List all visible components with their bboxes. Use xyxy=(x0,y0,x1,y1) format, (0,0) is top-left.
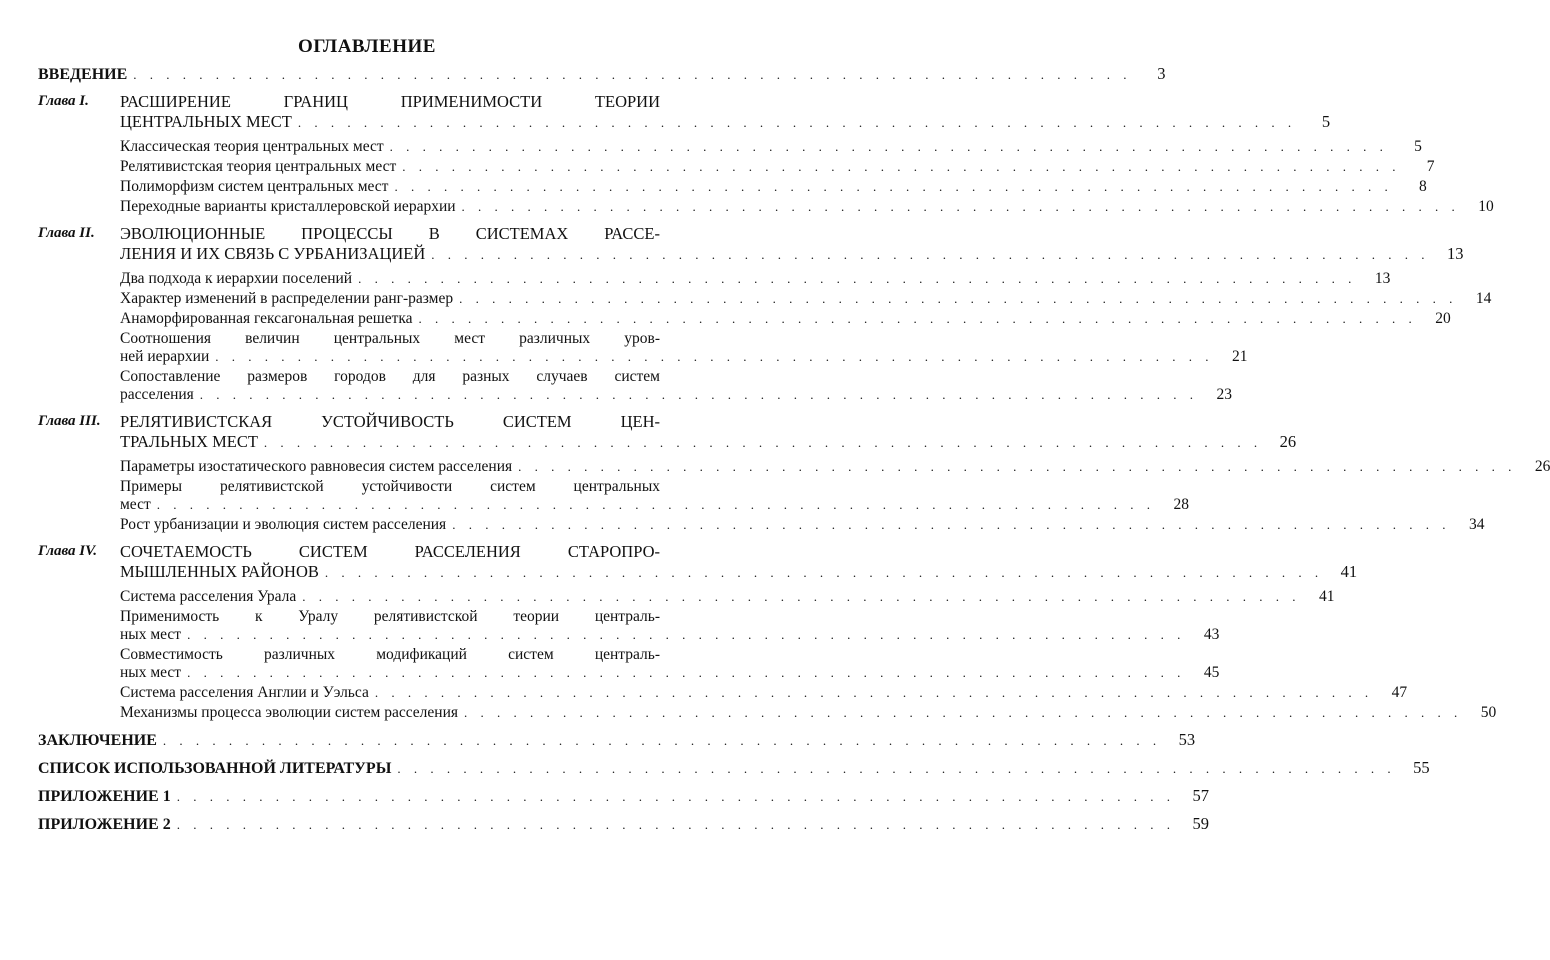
page-number: 34 xyxy=(1468,516,1485,533)
leader-dots: . . . . . . . . . . . . . . . . . . . . . . . . . . . . . . . . . . . . . . . . . . . . . . . . . . . . . . . . . . . . . xyxy=(464,705,1463,720)
entry-title: ных мест xyxy=(120,626,182,643)
page-number: 14 xyxy=(1475,290,1492,307)
toc-section-entry[interactable] xyxy=(38,178,1427,196)
entry-title: Полиморфизм систем центральных мест xyxy=(120,178,389,195)
leader-dots: . . . . . . . . . . . . . . . . . . . . . . . . . . . . . . . . . . . . . . . . . . . . . . . . . . . . . . . . . . . . . xyxy=(156,497,1155,512)
entry-title-line2[interactable] xyxy=(120,386,1233,404)
toc-section-entry[interactable] xyxy=(38,478,1189,514)
entry-title-line1: Соотношения величин центральных мест различных уров- xyxy=(120,330,660,347)
entry-title: ных мест xyxy=(120,664,182,681)
page-number: 53 xyxy=(1178,730,1196,749)
entry-title: Параметры изостатического равновесия систем расселения xyxy=(120,458,513,475)
leader-dots: . . . . . . . . . . . . . . . . . . . . . . . . . . . . . . . . . . . . . . . . . . . . . . . . . . . . . . . . . . . . . xyxy=(215,349,1214,364)
page-number: 28 xyxy=(1173,496,1189,513)
chapter-heading-line1: СОЧЕТАЕМОСТЬ СИСТЕМ РАССЕЛЕНИЯ СТАРОПРО- xyxy=(120,542,660,561)
leader-dots: . . . . . . . . . . . . . . . . . . . . . . . . . . . . . . . . . . . . . . . . . . . . . . . . . . . . . . . . . . . . . xyxy=(187,627,1186,642)
entry-title-line1: Примеры релятивистской устойчивости систем центральных xyxy=(120,478,660,495)
entry-title-line2[interactable] xyxy=(120,348,1248,366)
entry-title: расселения xyxy=(120,386,194,403)
chapter-heading-line2[interactable] xyxy=(120,112,1331,132)
chapter-label: Глава I. xyxy=(38,93,89,109)
page-number: 3 xyxy=(1157,64,1166,83)
entry-title: СПИСОК ИСПОЛЬЗОВАННОЙ ЛИТЕРАТУРЫ xyxy=(38,760,392,777)
leader-dots: . . . . . . . . . . . . . . . . . . . . . . . . . . . . . . . . . . . . . . . . . . . . . . . . . . . . . . . . . . . . . xyxy=(397,761,1396,776)
page-number: 45 xyxy=(1203,664,1220,681)
entry-title: ВВЕДЕНИЕ xyxy=(38,66,128,83)
page-number: 50 xyxy=(1480,704,1497,721)
toc-entry-end[interactable] xyxy=(38,758,1430,778)
chapter-heading[interactable] xyxy=(38,224,1464,264)
entry-title: Классическая теория центральных мест xyxy=(120,138,384,155)
page-number: 41 xyxy=(1340,562,1358,581)
entry-title: Релятивистская теория центральных мест xyxy=(120,158,397,175)
entry-title: Характер изменений в распределении ранг-размер xyxy=(120,290,454,307)
entry-title: ней иерархии xyxy=(120,348,210,365)
entry-title: Система расселения Урала xyxy=(120,588,297,605)
leader-dots: . . . . . . . . . . . . . . . . . . . . . . . . . . . . . . . . . . . . . . . . . . . . . . . . . . . . . . . . . . . . . xyxy=(452,517,1451,532)
entry-title: ЛЕНИЯ И ИХ СВЯЗЬ С УРБАНИЗАЦИЕЙ xyxy=(120,244,426,263)
table-of-contents xyxy=(38,62,1550,834)
entry-title: Система расселения Англии и Уэльса xyxy=(120,684,369,701)
leader-dots: . . . . . . . . . . . . . . . . . . . . . . . . . . . . . . . . . . . . . . . . . . . . . . . . . . . . . . . . . . . . . xyxy=(389,139,1388,154)
entry-title: Анаморфированная гексагональная решетка xyxy=(120,310,413,327)
toc-section-entry[interactable] xyxy=(38,310,1451,328)
toc-section-entry[interactable] xyxy=(38,290,1492,308)
page-number: 20 xyxy=(1435,310,1451,327)
entry-title: ТРАЛЬНЫХ МЕСТ xyxy=(120,432,258,451)
chapter-heading[interactable] xyxy=(38,412,1297,452)
leader-dots: . . . . . . . . . . . . . . . . . . . . . . . . . . . . . . . . . . . . . . . . . . . . . . . . . . . . . . . . . . . . . xyxy=(394,179,1393,194)
entry-title: ПРИЛОЖЕНИЕ 2 xyxy=(38,816,171,833)
entry-title: Два подхода к иерархии поселений xyxy=(120,270,353,287)
page-number: 26 xyxy=(1279,432,1297,451)
leader-dots: . . . . . . . . . . . . . . . . . . . . . . . . . . . . . . . . . . . . . . . . . . . . . . . . . . . . . . . . . . . . . xyxy=(199,387,1199,402)
toc-section-entry[interactable] xyxy=(38,330,1248,366)
toc-section-entry[interactable] xyxy=(38,138,1422,156)
toc-section-entry[interactable] xyxy=(38,588,1335,606)
chapter-label: Глава IV. xyxy=(38,543,97,559)
entry-title: ЗАКЛЮЧЕНИЕ xyxy=(38,732,157,749)
entry-title: МЫШЛЕННЫХ РАЙОНОВ xyxy=(120,562,319,581)
leader-dots: . . . . . . . . . . . . . . . . . . . . . . . . . . . . . . . . . . . . . . . . . . . . . . . . . . . . . . . . . . . . . xyxy=(461,199,1460,214)
entry-title: ЦЕНТРАЛЬНЫХ МЕСТ xyxy=(120,112,292,131)
leader-dots: . . . . . . . . . . . . . . . . . . . . . . . . . . . . . . . . . . . . . . . . . . . . . . . . . . . . . . . . . . . . . xyxy=(176,817,1175,832)
chapter-heading-line1: РЕЛЯТИВИСТСКАЯ УСТОЙЧИВОСТЬ СИСТЕМ ЦЕН- xyxy=(120,412,660,431)
chapter-heading-line2[interactable] xyxy=(120,432,1297,452)
page-number: 5 xyxy=(1414,138,1422,155)
leader-dots: . . . . . . . . . . . . . . . . . . . . . . . . . . . . . . . . . . . . . . . . . . . . . . . . . . . . . . . . . . . . . xyxy=(133,67,1132,82)
page-number: 10 xyxy=(1478,198,1494,215)
chapter-heading-line1: РАСШИРЕНИЕ ГРАНИЦ ПРИМЕНИМОСТИ ТЕОРИИ xyxy=(120,92,660,111)
entry-title: Механизмы процесса эволюции систем расселения xyxy=(120,704,458,721)
toc-section-entry[interactable] xyxy=(38,368,1233,404)
chapter-label: Глава III. xyxy=(38,413,101,429)
toc-entry-end[interactable] xyxy=(38,814,1209,834)
page-number: 26 xyxy=(1534,458,1550,475)
leader-dots: . . . . . . . . . . . . . . . . . . . . . . . . . . . . . . . . . . . . . . . . . . . . . . . . . . . . . . . . . . . . . xyxy=(431,247,1430,262)
chapter-heading[interactable] xyxy=(38,542,1358,582)
toc-chapter xyxy=(38,224,1492,404)
toc-entry-end[interactable] xyxy=(38,786,1209,806)
page-number: 13 xyxy=(1374,270,1391,287)
leader-dots: . . . . . . . . . . . . . . . . . . . . . . . . . . . . . . . . . . . . . . . . . . . . . . . . . . . . . . . . . . . . . xyxy=(402,159,1401,174)
toc-section-entry[interactable] xyxy=(38,684,1408,702)
chapter-heading-line2[interactable] xyxy=(120,562,1358,582)
leader-dots: . . . . . . . . . . . . . . . . . . . . . . . . . . . . . . . . . . . . . . . . . . . . . . . . . . . . . . . . . . . . . xyxy=(162,733,1162,748)
page-number: 59 xyxy=(1192,814,1209,833)
toc-entry-intro[interactable] xyxy=(38,64,1166,84)
leader-dots: . . . . . . . . . . . . . . . . . . . . . . . . . . . . . . . . . . . . . . . . . . . . . . . . . . . . . . . . . . . . . xyxy=(263,435,1263,450)
entry-title-line1: Совместимость различных модификаций систем централь- xyxy=(120,646,660,663)
toc-section-entry[interactable] xyxy=(38,608,1220,644)
page-number: 47 xyxy=(1391,684,1408,701)
toc-section-entry[interactable] xyxy=(38,458,1550,476)
entry-title: ПРИЛОЖЕНИЕ 1 xyxy=(38,788,171,805)
entry-title: мест xyxy=(120,496,151,513)
toc-section-entry[interactable] xyxy=(38,646,1220,682)
page-number: 8 xyxy=(1418,178,1427,195)
page-number: 43 xyxy=(1203,626,1220,643)
page-number: 21 xyxy=(1232,348,1248,365)
leader-dots: . . . . . . . . . . . . . . . . . . . . . . . . . . . . . . . . . . . . . . . . . . . . . . . . . . . . . . . . . . . . . xyxy=(187,665,1186,680)
page-number: 41 xyxy=(1319,588,1335,605)
toc-entry-end[interactable] xyxy=(38,730,1196,750)
page-number: 7 xyxy=(1426,158,1435,175)
entry-title-line2[interactable] xyxy=(120,626,1220,644)
leader-dots: . . . . . . . . . . . . . . . . . . . . . . . . . . . . . . . . . . . . . . . . . . . . . . . . . . . . . . . . . . . . . xyxy=(324,565,1324,580)
leader-dots: . . . . . . . . . . . . . . . . . . . . . . . . . . . . . . . . . . . . . . . . . . . . . . . . . . . . . . . . . . . . . xyxy=(358,271,1357,286)
entry-title-line2[interactable] xyxy=(120,664,1220,682)
entry-title-line2[interactable] xyxy=(120,496,1189,514)
leader-dots: . . . . . . . . . . . . . . . . . . . . . . . . . . . . . . . . . . . . . . . . . . . . . . . . . . . . . . . . . . . . . xyxy=(302,589,1301,604)
toc-chapter xyxy=(38,92,1494,216)
chapter-heading[interactable] xyxy=(38,92,1331,132)
toc-section-entry[interactable] xyxy=(38,516,1485,534)
leader-dots: . . . . . . . . . . . . . . . . . . . . . . . . . . . . . . . . . . . . . . . . . . . . . . . . . . . . . . . . . . . . . xyxy=(374,685,1374,700)
leader-dots: . . . . . . . . . . . . . . . . . . . . . . . . . . . . . . . . . . . . . . . . . . . . . . . . . . . . . . . . . . . . . xyxy=(518,459,1517,474)
page-number: 23 xyxy=(1216,386,1233,403)
leader-dots: . . . . . . . . . . . . . . . . . . . . . . . . . . . . . . . . . . . . . . . . . . . . . . . . . . . . . . . . . . . . . xyxy=(418,311,1417,326)
entry-title-line1: Применимость к Уралу релятивистской теории централь- xyxy=(120,608,660,625)
leader-dots: . . . . . . . . . . . . . . . . . . . . . . . . . . . . . . . . . . . . . . . . . . . . . . . . . . . . . . . . . . . . . xyxy=(176,789,1175,804)
leader-dots: . . . . . . . . . . . . . . . . . . . . . . . . . . . . . . . . . . . . . . . . . . . . . . . . . . . . . . . . . . . . . xyxy=(297,115,1297,130)
chapter-heading-line1: ЭВОЛЮЦИОННЫЕ ПРОЦЕССЫ В СИСТЕМАХ РАССЕ- xyxy=(120,224,660,243)
toc-section-entry[interactable] xyxy=(38,704,1497,722)
toc-chapter xyxy=(38,542,1497,722)
entry-title: Переходные варианты кристаллеровской иерархии xyxy=(120,198,456,215)
page-number: 55 xyxy=(1413,758,1430,777)
leader-dots: . . . . . . . . . . . . . . . . . . . . . . . . . . . . . . . . . . . . . . . . . . . . . . . . . . . . . . . . . . . . . xyxy=(459,291,1458,306)
page-number: 5 xyxy=(1321,112,1331,131)
page-number: 57 xyxy=(1192,786,1209,805)
entry-title-line1: Сопоставление размеров городов для разных случаев систем xyxy=(120,368,660,385)
chapter-heading-line2[interactable] xyxy=(120,244,1464,264)
chapter-label: Глава II. xyxy=(38,225,95,241)
toc-section-entry[interactable] xyxy=(38,198,1494,216)
page-number: 13 xyxy=(1447,244,1464,263)
entry-title: Рост урбанизации и эволюция систем расселения xyxy=(120,516,447,533)
page-title: ОГЛАВЛЕНИЕ xyxy=(298,36,436,57)
toc-section-entry[interactable] xyxy=(38,158,1435,176)
toc-chapter xyxy=(38,412,1550,534)
toc-section-entry[interactable] xyxy=(38,270,1391,288)
